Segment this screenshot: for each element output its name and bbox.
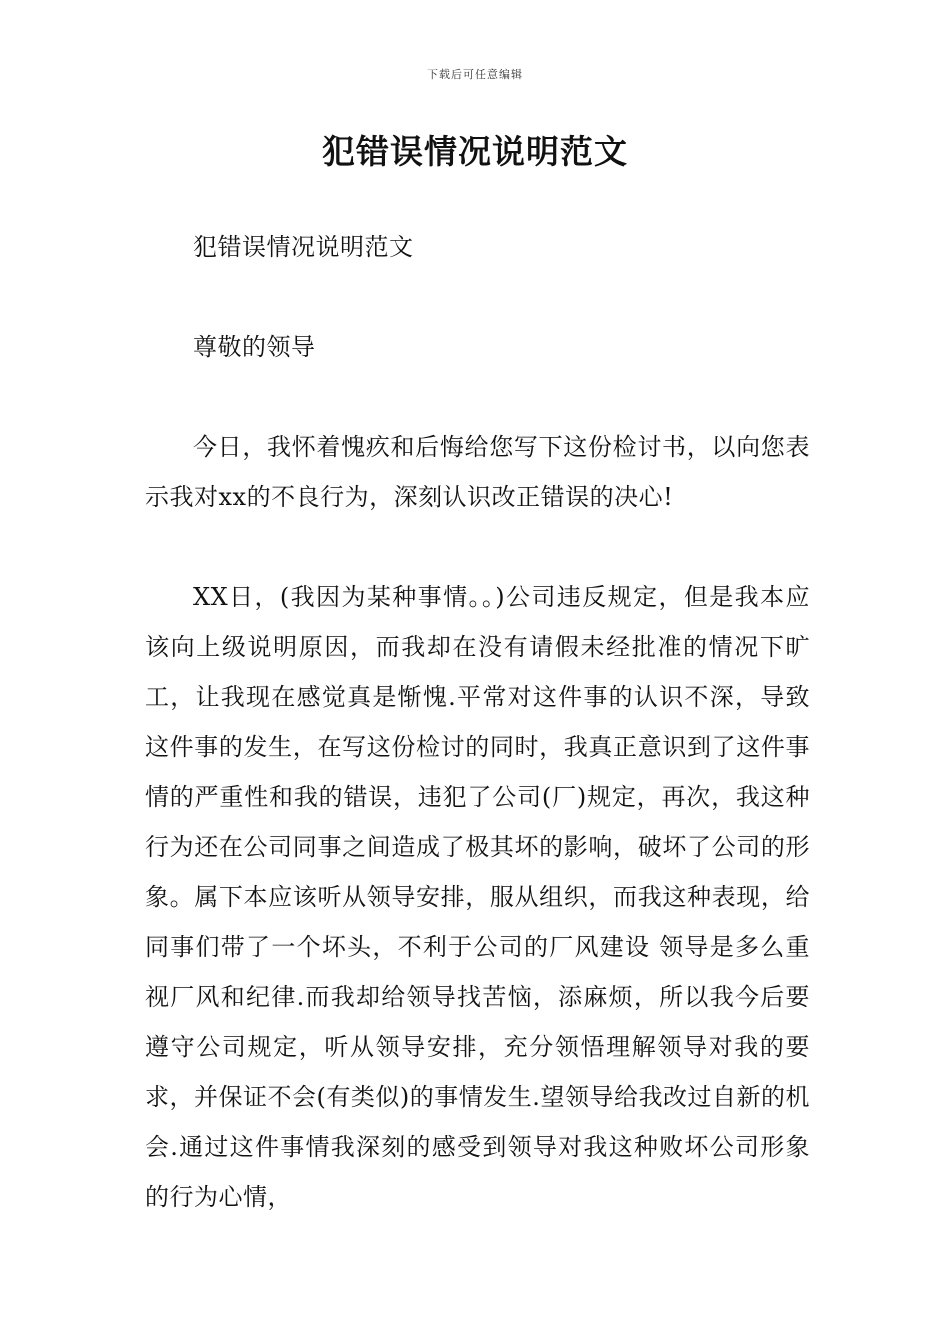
page-title: 犯错误情况说明范文 — [322, 132, 628, 171]
header-note: 下载后可任意编辑 — [427, 68, 523, 81]
paragraph-intro: 今日，我怀着愧疚和后悔给您写下这份检讨书，以向您表示我对xx的不良行为，深刻认识改正错误的决心! — [145, 433, 810, 511]
paragraph-salutation: 尊敬的领导 — [193, 333, 316, 361]
paragraph-subtitle: 犯错误情况说明范文 — [193, 233, 414, 261]
document-body — [145, 222, 810, 1222]
paragraph-main: XX日，(我因为某种事情。。)公司违反规定，但是我本应该向上级说明原因，而我却在没有请假未经批准的情况下旷工，让我现在感觉真是惭愧.平常对这件事的认识不深，导致这件事的发生，在写这份检讨的同时，我真正意识到了这件事情的严重性和我的错误，违犯了公司(厂)规定，再次，我这种行为还在公司同事之间造成了极其坏的影响，破坏了公司的形象。属下本应该听从领导安排，服从组织，而我这种表现，给同事们带了一个坏头，不利于公司的厂风建设 领导是多么重视厂风和纪律.而我却给领导找苦恼，添麻烦，所以我今后要遵守公司规定，听从领导安排，充分领悟理解领导对我的要求，并保证不会(有类似)的事情发生.望领导给我改过自新的机会.通过这件事情我深刻的感受到领导对我这种败坏公司形象的行为心情， — [145, 583, 810, 1211]
